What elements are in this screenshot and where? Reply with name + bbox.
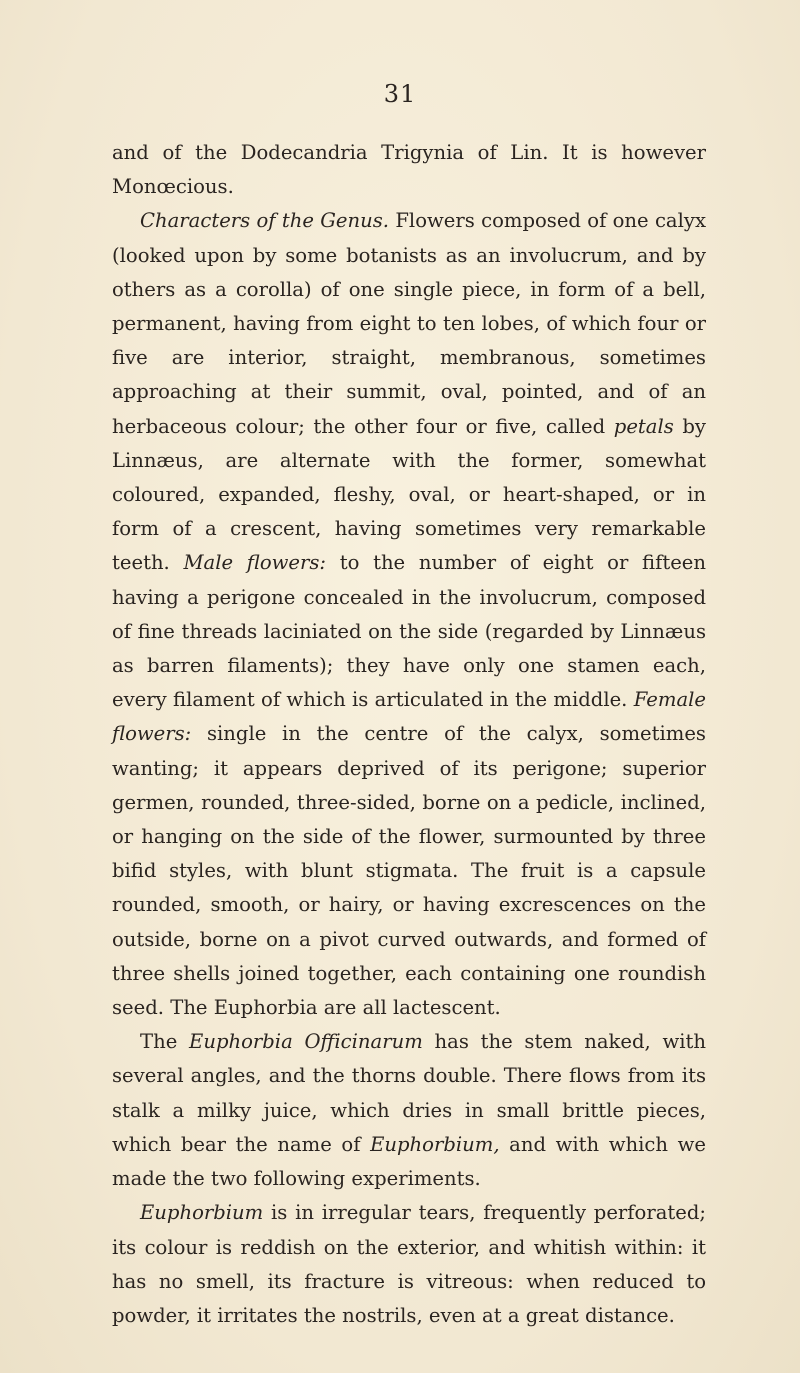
paragraph-genus-characters xyxy=(112,204,706,1025)
euphorbium-heading: Euphorbium xyxy=(140,1201,264,1225)
euphorbium-term: Euphorbium, xyxy=(370,1132,500,1156)
intro-text: and of the Dodecandria Trigynia of Lin. It is however Monœcious. xyxy=(112,141,706,199)
genus-text-4: single in the centre of the calyx, sometimes wanting; it appears deprived of its perigone; superior germen, rounded, three-sided, borne on a pedicle, inclined, or hanging on the side of the flower, surmounted by three bifid styles, with blunt stigmata. The fruit is a capsule rounded, smooth, or hairy, or having excrescences on the outside, borne on a pivot curved outwards, and formed of three shells joined together, each containing one roundish seed. The Euphorbia are all lactescent. xyxy=(112,722,706,1020)
male-flowers-term: Male flowers: xyxy=(183,551,327,575)
genus-heading: Characters of the Genus. xyxy=(140,209,390,233)
body-text xyxy=(112,136,706,1333)
paragraph-euphorbium xyxy=(112,1196,706,1333)
paragraph-officinarum xyxy=(112,1025,706,1196)
page-number: 31 xyxy=(383,80,417,108)
female-flowers-term: Female flowers: xyxy=(112,688,706,746)
paragraph-intro xyxy=(112,136,706,204)
genus-text-3: to the number of eight or fifteen having a perigone concealed in the involucrum, composed of fine threads laciniated on the side (regarded by Linnæus as barren filaments); they have only one stamen each, every filament of which is articulated in the middle. xyxy=(112,551,707,712)
petals-term: petals xyxy=(613,414,674,438)
officinarum-intro: The xyxy=(140,1030,190,1054)
species-name: Euphorbia Officinarum xyxy=(189,1030,423,1054)
euphorbium-text: is in irregular tears, frequently perforated; its colour is reddish on the exterior, and whitish within: it has no smell, its fracture is vitreous: when reduced to powder, it irritates the nostrils, even at a great distance. xyxy=(112,1201,706,1327)
genus-text-1: Flowers composed of one calyx (looked upon by some botanists as an involucrum, and by others as a corolla) of one single piece, in form of a bell, permanent, having from eight to ten lobes, of which four or five are interior, straight, membranous, sometimes approaching at their summit, oval, pointed, and of an herbaceous colour; the other four or five, called xyxy=(112,209,706,438)
officinarum-text-2: and with which we made the two following experiments. xyxy=(112,1132,706,1191)
genus-text-2: by Linnæus, are alternate with the former, somewhat coloured, expanded, fleshy, oval, or heart-shaped, or in form of a crescent, having sometimes very remarkable teeth. xyxy=(112,414,706,575)
officinarum-text-1: has the stem naked, with several angles, and the thorns double. There flows from its stalk a milky juice, which dries in small brittle pieces, which bear the name of xyxy=(112,1030,707,1156)
